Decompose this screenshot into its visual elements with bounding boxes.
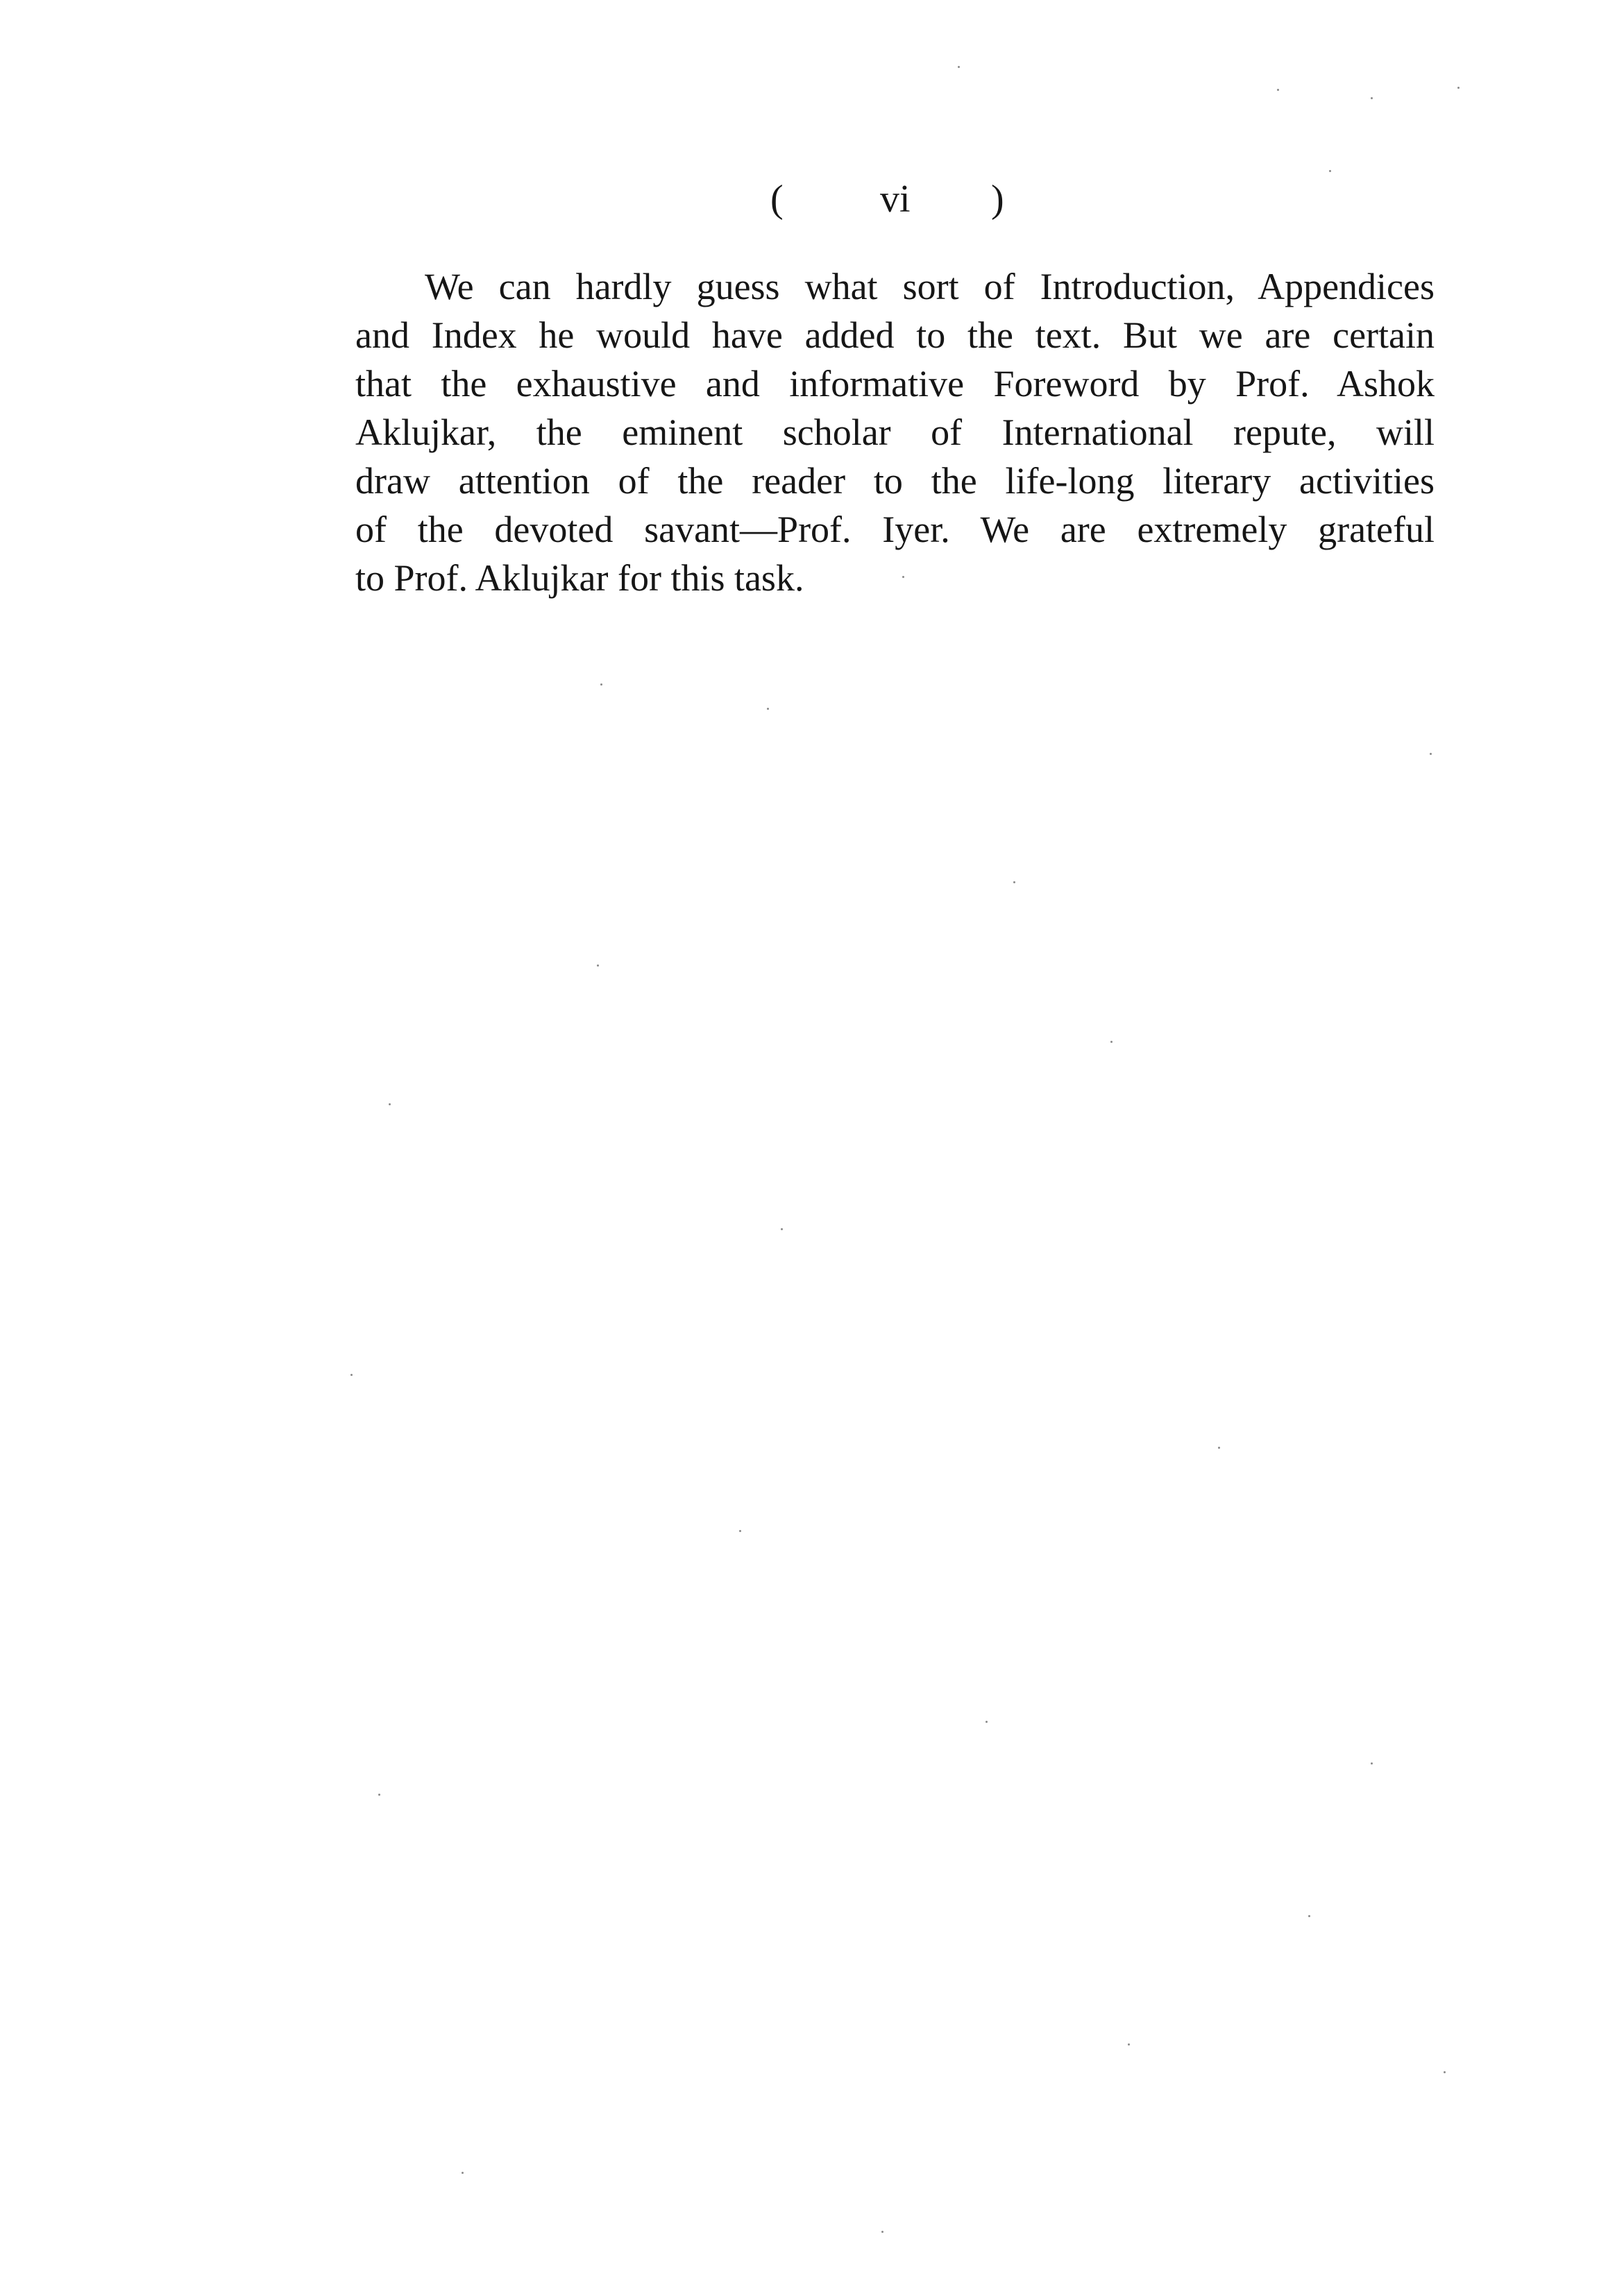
scan-speck — [462, 2172, 464, 2174]
scan-speck — [1128, 2043, 1130, 2046]
body-paragraph — [355, 262, 1435, 602]
close-parenthesis: ) — [991, 178, 1004, 221]
scan-speck — [1371, 1762, 1373, 1764]
text-line: that the exhaustive and informative Foreword by Prof. Ashok — [355, 363, 1435, 405]
scan-speck — [1430, 753, 1432, 755]
scan-speck — [881, 2231, 883, 2233]
text-line: to Prof. Aklujkar for this task. — [355, 557, 804, 599]
scan-speck — [378, 1794, 380, 1796]
text-line: and Index he would have added to the text. But we are certain — [355, 314, 1435, 356]
scan-speck — [597, 964, 599, 967]
open-parenthesis: ( — [770, 178, 784, 221]
scan-speck — [1277, 89, 1279, 91]
scan-speck — [1371, 97, 1373, 99]
scan-speck — [1218, 1447, 1220, 1449]
scan-speck — [1457, 87, 1460, 89]
scan-speck — [1308, 1915, 1310, 1917]
scan-speck — [600, 683, 602, 686]
text-line: Aklujkar, the eminent scholar of International repute, will — [355, 411, 1435, 453]
scan-speck — [739, 1530, 741, 1532]
page-number: vi — [880, 178, 911, 221]
scan-speck — [767, 708, 769, 710]
scan-speck — [902, 576, 904, 578]
scan-speck — [1013, 881, 1015, 883]
text-line: of the devoted savant—Prof. Iyer. We are extremely grateful — [355, 509, 1435, 550]
scan-speck — [1329, 170, 1331, 172]
scan-speck — [958, 66, 960, 68]
scan-speck — [1110, 1041, 1113, 1043]
text-line: draw attention of the reader to the life-long literary activities — [355, 460, 1435, 502]
scan-speck — [389, 1103, 391, 1105]
scan-speck — [781, 1228, 783, 1230]
scan-speck — [1444, 2071, 1446, 2073]
scan-speck — [986, 1721, 988, 1723]
scan-speck — [350, 1374, 353, 1376]
page-number-header — [770, 175, 1020, 223]
text-line: We can hardly guess what sort of Introduction, Appendices — [425, 266, 1435, 307]
